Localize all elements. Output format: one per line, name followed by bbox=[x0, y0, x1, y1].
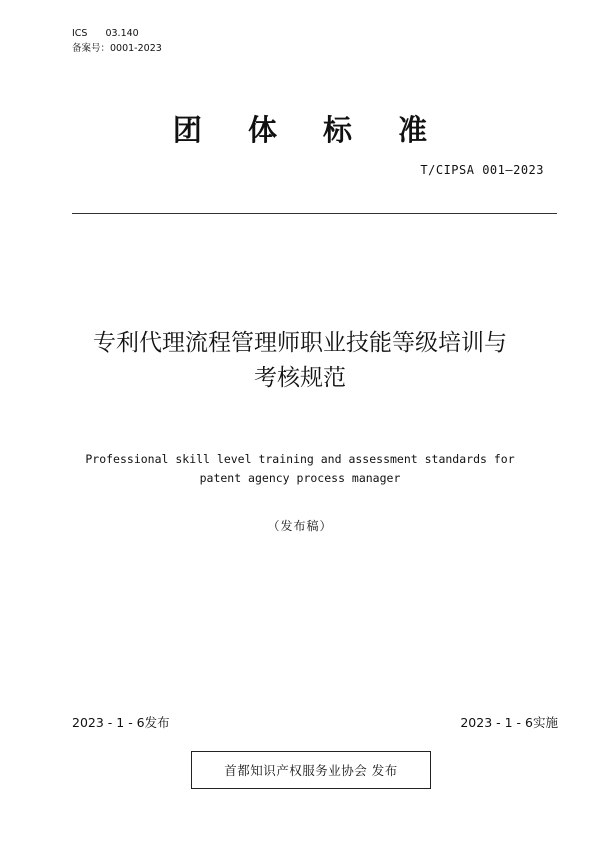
draft-status: （发布稿） bbox=[267, 519, 333, 533]
english-title-line-2: patent agency process manager bbox=[199, 471, 401, 485]
standard-number: T/CIPSA 001—2023 bbox=[420, 163, 544, 177]
standard-type-heading: 团 体 标 准 bbox=[172, 113, 446, 147]
chinese-title-line-2: 考核规范 bbox=[254, 365, 346, 391]
divider-line bbox=[72, 213, 557, 214]
english-title bbox=[50, 450, 550, 488]
ics-label: ICS bbox=[72, 28, 88, 39]
publisher-name: 首都知识产权服务业协会 发布 bbox=[224, 763, 398, 778]
implementation-date: 2023 - 1 - 6实施 bbox=[460, 715, 558, 730]
chinese-title bbox=[40, 326, 560, 396]
issue-date: 2023 - 1 - 6发布 bbox=[72, 715, 170, 730]
registration-number: 备案号：0001-2023 bbox=[72, 43, 162, 54]
publisher-box bbox=[191, 751, 431, 789]
english-title-line-1: Professional skill level training and assessment standards for bbox=[85, 452, 515, 466]
ics-code: 03.140 bbox=[105, 28, 139, 39]
chinese-title-line-1: 专利代理流程管理师职业技能等级培训与 bbox=[93, 330, 507, 356]
ics-line bbox=[72, 27, 139, 40]
